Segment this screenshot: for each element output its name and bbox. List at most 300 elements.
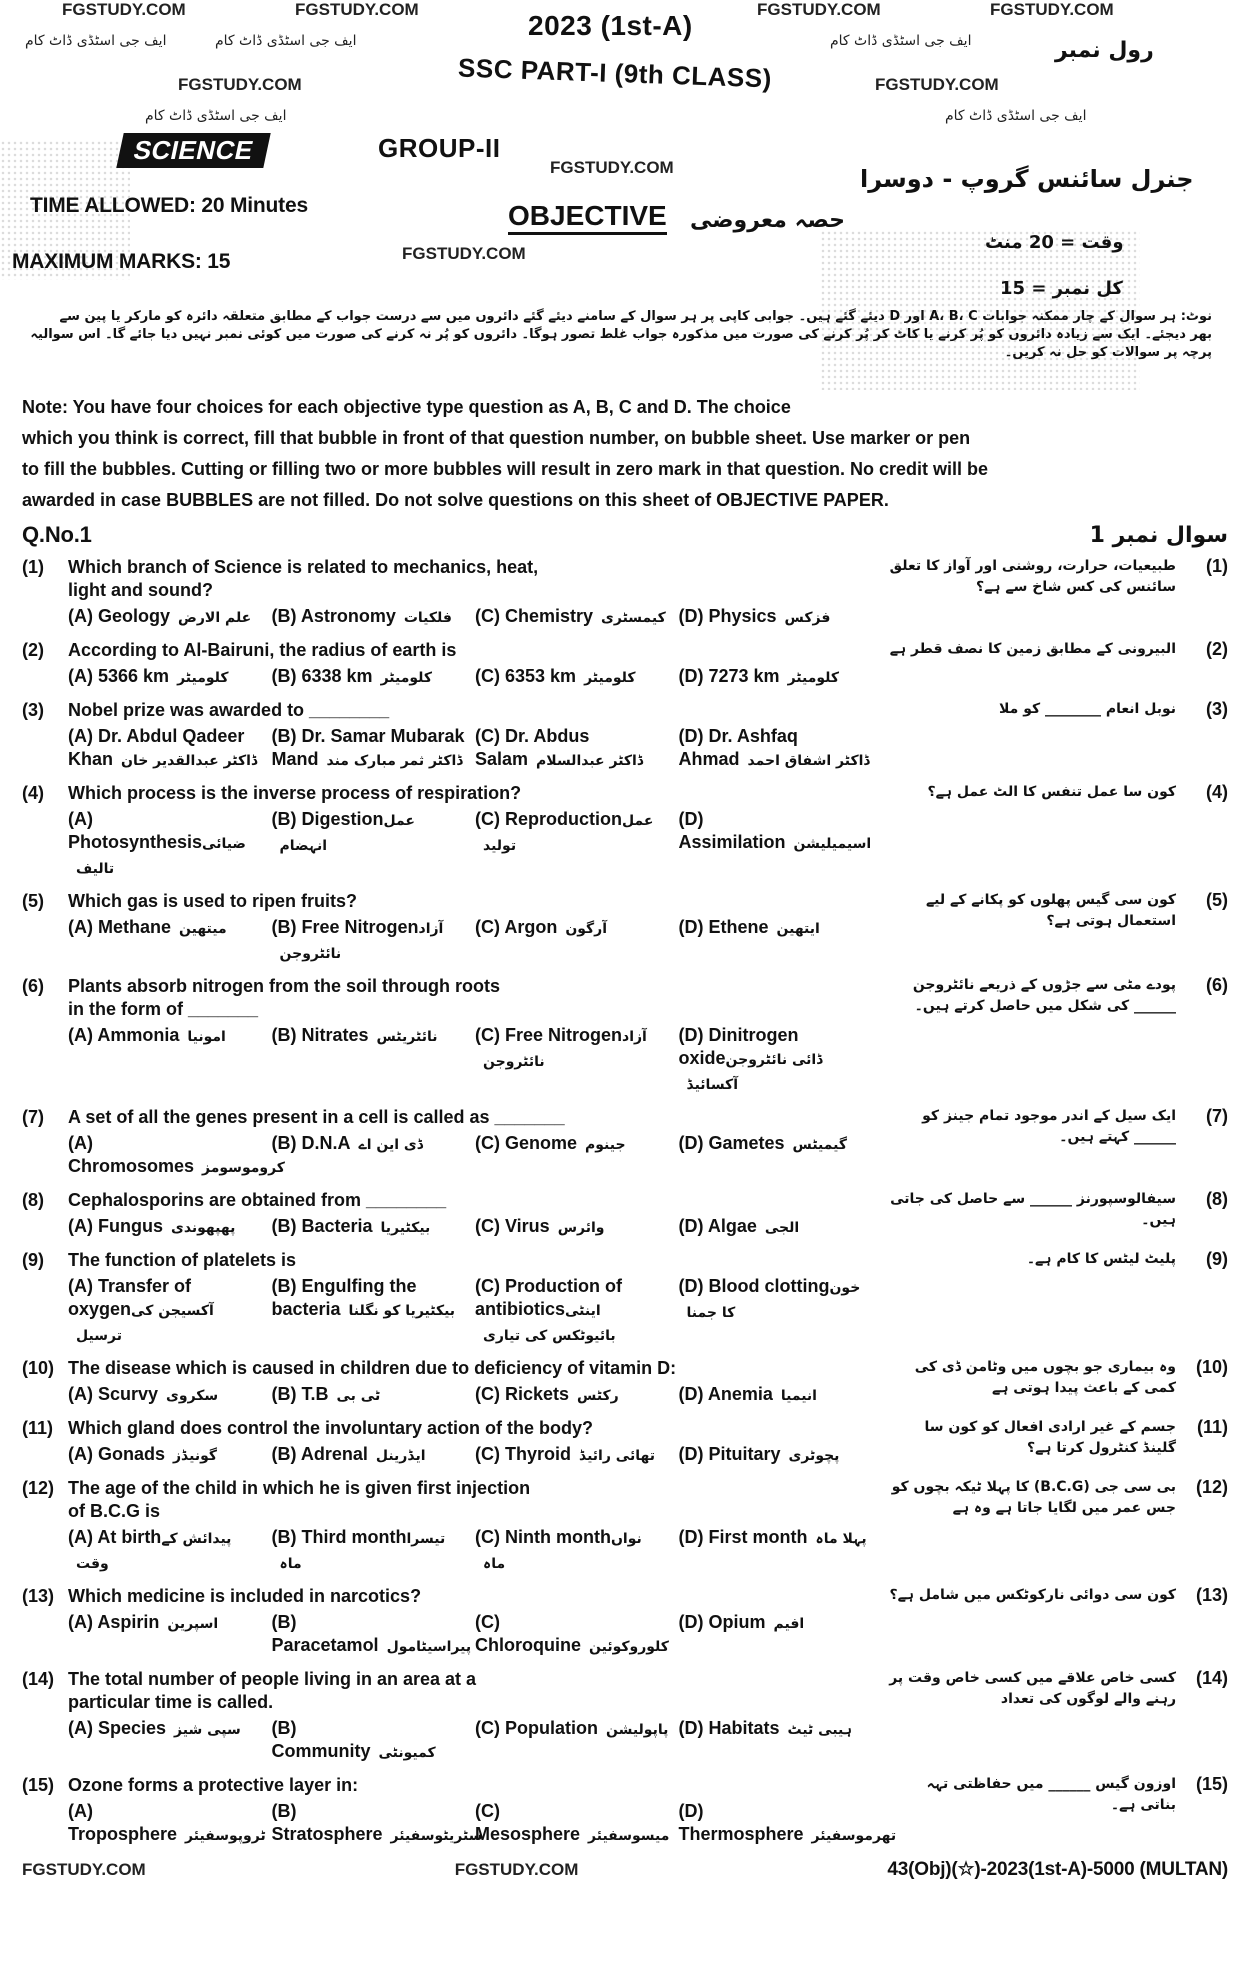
option-label-urdu: الجی [764, 1220, 800, 1236]
option-label-urdu: ڈاکٹر ثمر مبارک مند [326, 753, 463, 769]
urdu-instructions [22, 308, 1212, 362]
option-label: (B) Community [271, 1718, 371, 1761]
question-text: in the form of _______ [68, 999, 259, 1019]
option-label: (A) Dr. Abdul Qadeer Khan [68, 726, 245, 769]
group-title: GROUP-II [378, 133, 501, 163]
option-label-urdu: آکسیجن کی ترسیل [76, 1303, 214, 1344]
marks-urdu: کل نمبر = 15 [1000, 278, 1123, 299]
option-d [679, 1024, 873, 1097]
option-c [475, 1717, 669, 1765]
question-text: Which gland does control the involuntary action of the body? [68, 1418, 594, 1438]
option-label: (B) Free Nitrogen [271, 917, 419, 937]
option-label: (C) Free Nitrogen [475, 1025, 623, 1045]
question-number-urdu: (2) [1206, 639, 1228, 659]
option-label-urdu: آزاد نائٹروجن [279, 921, 444, 962]
option-label: (C) Reproduction [475, 809, 622, 829]
option-label: (A) Transfer of oxygen [68, 1276, 192, 1319]
question-urdu [888, 699, 1228, 773]
option-label-urdu: نائٹریٹس [376, 1029, 438, 1045]
option-b [271, 1800, 483, 1848]
question-english [22, 1774, 897, 1848]
option-label-urdu: خون کا جمنا [686, 1280, 861, 1321]
question [22, 1106, 1228, 1180]
subject-title: SCIENCE [116, 133, 271, 168]
option-label-urdu: سکروی [166, 1388, 219, 1404]
option-label-urdu: رکٹس [577, 1388, 619, 1404]
option-c [475, 725, 669, 773]
question-line [22, 1106, 872, 1129]
maximum-marks: MAXIMUM MARKS: 15 [12, 250, 231, 273]
question-indent [22, 1500, 68, 1523]
option-label-urdu: کلومیٹر [177, 670, 229, 686]
question-urdu [888, 1106, 1228, 1180]
question-text-urdu: پودے مٹی سے جڑوں کے ذریعے نائٹروجن ______ کی شکل میں حاصل کرتے ہیں۔ [912, 977, 1176, 1014]
question [22, 556, 1228, 630]
question-text-urdu: سیفالوسپورنز ______ سے حاصل کی جاتی ہیں۔ [890, 1191, 1176, 1228]
question-urdu [888, 1357, 1228, 1408]
watermark: FGSTUDY.COM [22, 1859, 146, 1879]
option-label: (A) Chromosomes [68, 1133, 195, 1176]
question [22, 639, 1228, 690]
option-label: (A) At birth [68, 1527, 162, 1547]
option-c [475, 1443, 669, 1468]
options [68, 1383, 872, 1408]
options [68, 1132, 872, 1180]
options [68, 916, 872, 966]
option-label: (D) Algae [678, 1216, 757, 1236]
option-label-urdu: میتھین [179, 921, 227, 937]
question-number: (6) [22, 976, 44, 996]
option-label-urdu: پیراسیٹامول [386, 1639, 472, 1655]
watermark-urdu: ایف جی اسٹڈی ڈاٹ کام [945, 108, 1087, 124]
question-urdu [888, 975, 1228, 1097]
option-label-urdu: کیمسٹری [601, 610, 666, 626]
question-english [22, 1585, 872, 1659]
option-d [679, 1611, 873, 1659]
option-label: (A) Species [68, 1718, 167, 1738]
option-label: (D) Dr. Ashfaq Ahmad [678, 726, 798, 769]
question [22, 1668, 1228, 1765]
option-label: (C) Population [475, 1718, 598, 1738]
option-label-urdu: پہلا ماہ [815, 1531, 867, 1547]
option-label: (B) Paracetamol [271, 1612, 379, 1655]
option-label: (D) Physics [678, 606, 777, 626]
option-c [475, 1024, 669, 1097]
option-label: (D) Pituitary [678, 1444, 781, 1464]
option-label: (A) Photosynthesis [68, 809, 203, 852]
option-d [679, 1275, 873, 1348]
option-label: (C) Argon [475, 917, 558, 937]
option-label: (C) 6353 km [475, 666, 577, 686]
question-english [22, 556, 872, 630]
question-number: (11) [22, 1418, 54, 1438]
option-label: (D) Opium [678, 1612, 766, 1632]
options [68, 1800, 897, 1848]
option-label-urdu: کلوروکوئین [589, 1639, 669, 1655]
option-c [475, 1383, 669, 1408]
question-number-urdu: (4) [1206, 782, 1228, 802]
option-label: (D) Assimilation [678, 809, 786, 852]
question-urdu [888, 1249, 1228, 1348]
option-a [68, 808, 262, 881]
question-number: (15) [22, 1775, 55, 1795]
watermark-urdu: ایف جی اسٹڈی ڈاٹ کام [145, 108, 287, 124]
question-line [22, 1417, 872, 1440]
option-label-urdu: ٹروپوسفیئر [185, 1828, 266, 1844]
note-line: to fill the bubbles. Cutting or filling two or more bubbles will result in zero mark in that question. No credit will be [22, 459, 989, 479]
option-d [679, 1215, 873, 1240]
question-text: of B.C.G is [68, 1501, 161, 1521]
option-label-urdu: بیکٹیریا کو نگلنا [348, 1303, 456, 1319]
question-text-urdu: کون سی دوائی نارکوٹکس میں شامل ہے؟ [889, 1587, 1176, 1603]
question-number-heading: Q.No.1 [22, 522, 92, 547]
question-number: (13) [22, 1586, 55, 1606]
option-label-urdu: ایڈرینل [375, 1448, 426, 1464]
question-line [22, 556, 872, 579]
options [68, 605, 872, 630]
urdu-instruction-tail: سوالات کو حل نہ کریں۔ [1004, 345, 1161, 360]
class-title: SSC PART-I (9th CLASS) [457, 52, 773, 94]
question [22, 1417, 1228, 1468]
option-label-urdu: پچوٹری [788, 1448, 840, 1464]
question-number-urdu: (11) [1196, 1417, 1228, 1437]
question-english [22, 699, 872, 773]
option-label: (D) First month [678, 1527, 808, 1547]
option-label-urdu: کلومیٹر [584, 670, 636, 686]
question-text-urdu: جسم کے غیر ارادی افعال کو کون سا گلینڈ کنٹرول کرتا ہے؟ [924, 1419, 1176, 1456]
question-number-urdu: (12) [1195, 1477, 1228, 1497]
option-label-urdu: گیمیٹس [792, 1137, 847, 1153]
options [68, 1024, 872, 1097]
option-a [68, 725, 262, 773]
option-label-urdu: تھائی رائیڈ [579, 1448, 655, 1464]
option-label-urdu: ڈائی نائٹروجن آکسائیڈ [686, 1052, 823, 1093]
question-text: light and sound? [68, 580, 213, 600]
option-b [272, 1132, 466, 1180]
question [22, 1477, 1228, 1576]
option-d [679, 916, 873, 966]
option-label: (C) Rickets [475, 1384, 570, 1404]
option-label: (B) D.N.A [271, 1133, 351, 1153]
question-number: (12) [22, 1478, 55, 1498]
option-c [475, 605, 669, 630]
option-label-urdu: بیکٹیریا [380, 1220, 431, 1236]
option-label-urdu: ڈی این اے [358, 1137, 423, 1153]
option-label: (A) Scurvy [68, 1384, 159, 1404]
subject-urdu: جنرل سائنس گروپ - دوسرا [860, 165, 1194, 193]
options [68, 665, 872, 690]
option-a [68, 1132, 285, 1180]
option-label: (A) Fungus [68, 1216, 163, 1236]
question-urdu [888, 1477, 1228, 1576]
watermark-urdu: ایف جی اسٹڈی ڈاٹ کام [25, 33, 167, 49]
option-a [68, 1024, 262, 1097]
watermark: FGSTUDY.COM [454, 1859, 579, 1879]
question [22, 1774, 1228, 1848]
option-label-urdu: ڈاکٹر عبدالسلام [536, 753, 644, 769]
option-label: (C) Genome [475, 1133, 578, 1153]
question-urdu [888, 1668, 1228, 1765]
option-b [272, 808, 466, 881]
question-line [22, 639, 872, 662]
option-b [271, 1611, 472, 1659]
question-text-urdu: کسی خاص علاقے میں کسی خاص وقت پر رہنے والے لوگوں کی تعداد [889, 1670, 1176, 1707]
option-b [272, 725, 466, 773]
question-english [22, 975, 872, 1097]
option-label: (D) Habitats [678, 1718, 780, 1738]
question-line [22, 1585, 872, 1608]
question-urdu [888, 890, 1228, 966]
option-label-urdu: کلومیٹر [380, 670, 433, 686]
question-line [22, 1477, 872, 1500]
option-label-urdu: فزکس [784, 610, 831, 626]
note-line: which you think is correct, fill that bubble in front of that question number, on bubble sheet. Use marker or pen [22, 428, 971, 448]
question-english [22, 639, 872, 690]
urdu-instruction-line: نوٹ: ہر سوال کے چار ممکنہ جوابات A، B، C اور D دیئے گئے ہیں۔ جوابی کاپی پر ہر سوال کے سامنے دیئے گئے دائروں میں سے درست جواب کے مطابق متعلقہ دائرہ کو مارکر یا پین سے [59, 309, 1212, 324]
option-label-urdu: اینٹی بائیوٹکس کی تیاری [483, 1303, 616, 1344]
option-c [475, 665, 669, 690]
option-b [272, 1383, 466, 1408]
question-number-urdu: (14) [1195, 1668, 1228, 1688]
question-number: (5) [22, 891, 44, 911]
option-label-urdu: کمیونٹی [378, 1745, 436, 1761]
watermark: FGSTUDY.COM [178, 75, 302, 94]
question-number: (7) [22, 1107, 44, 1127]
option-label: (D) Gametes [678, 1133, 785, 1153]
option-a [68, 605, 262, 630]
option-label: (D) Blood clotting [678, 1276, 830, 1296]
question [22, 1249, 1228, 1348]
option-label: (A) Geology [68, 606, 170, 626]
watermark-urdu: ایف جی اسٹڈی ڈاٹ کام [830, 33, 972, 49]
options [68, 1526, 872, 1576]
question-line [22, 699, 872, 722]
question-text: Which branch of Science is related to mechanics, heat, [68, 557, 539, 577]
question-text: Which gas is used to ripen fruits? [68, 891, 358, 911]
option-label: (B) 6338 km [271, 666, 373, 686]
option-label: (B) Third month [271, 1527, 407, 1547]
watermark: FGSTUDY.COM [875, 75, 999, 94]
option-label-urdu: ہیبی ٹیٹ [787, 1722, 852, 1738]
question-english [22, 1106, 872, 1180]
option-d [679, 1526, 873, 1576]
option-label-urdu: عمل انہضام [279, 813, 415, 854]
option-a [68, 665, 262, 690]
option-label-urdu: پھپھوندی [170, 1220, 236, 1236]
option-label: (D) Thermosphere [678, 1801, 804, 1844]
option-c [475, 1611, 669, 1659]
note-line: awarded in case BUBBLES are not filled. Do not solve questions on this sheet of OBJECTIVE PAPER. [22, 490, 889, 510]
option-label-urdu: سٹریٹوسفیئر [390, 1828, 483, 1844]
question-text: Plants absorb nitrogen from the soil through roots [68, 976, 501, 996]
urdu-instruction-line: بھر دیجئے۔ ایک سے زیادہ دائروں کو پُر کرنے یا کاٹ کر پُر کرنے کی صورت میں مذکورہ جواب غلط تصور ہوگا۔ دائروں کو پُر نہ کرنے کی صورت میں کوئی نمبر نہیں دیا جائے گا۔ اس سوالیہ پرچہ پر [30, 327, 1212, 360]
option-label: (B) Stratosphere [271, 1801, 383, 1844]
question-text-urdu: وہ بیماری جو بچوں میں وٹامن ڈی کی کمی کے باعث پیدا ہوتی ہے [914, 1359, 1176, 1396]
options [68, 1443, 872, 1468]
question-line [22, 998, 872, 1021]
option-label: (D) 7273 km [678, 666, 780, 686]
exam-year: 2023 (1st-A) [528, 10, 693, 41]
watermark-urdu: ایف جی اسٹڈی ڈاٹ کام [215, 33, 357, 49]
option-label: (C) Dr. Abdus Salam [475, 726, 590, 769]
question-text: Cephalosporins are obtained from ________ [68, 1190, 447, 1210]
option-label-urdu: نواں ماہ [483, 1531, 642, 1572]
option-d [679, 1443, 873, 1468]
question-line [22, 890, 872, 913]
option-d [679, 725, 873, 773]
options [68, 1717, 872, 1765]
question [22, 1585, 1228, 1659]
question-number-urdu: (5) [1206, 890, 1228, 910]
question-english [22, 1189, 872, 1240]
option-label: (B) Dr. Samar Mubarak Mand [271, 726, 465, 769]
question-heading-row [22, 522, 1228, 548]
option-c [475, 1275, 669, 1348]
option-c [475, 916, 669, 966]
question-text: Which medicine is included in narcotics? [68, 1586, 422, 1606]
option-label-urdu: گونیڈز [173, 1448, 218, 1464]
option-label: (C) Virus [475, 1216, 550, 1236]
question-number: (1) [22, 557, 44, 577]
option-d [679, 808, 873, 881]
option-label: (C) Chemistry [475, 606, 594, 626]
question-text: A set of all the genes present in a cell is called as _______ [68, 1107, 565, 1127]
option-label-urdu: تھرموسفیئر [811, 1828, 897, 1844]
option-d [679, 605, 873, 630]
question-english [22, 1668, 872, 1765]
option-label-urdu: پیدائش کے وقت [76, 1531, 232, 1572]
option-label: (C) Ninth month [475, 1527, 611, 1547]
paper-body [22, 392, 1228, 1881]
question-english [22, 1477, 872, 1576]
option-d [679, 1717, 873, 1765]
option-a [68, 1383, 262, 1408]
option-d [679, 1132, 873, 1180]
option-label-urdu: انیمیا [780, 1388, 817, 1404]
question-text-urdu: نوبل انعام ________ کو ملا [999, 701, 1176, 717]
question-english [22, 890, 872, 966]
option-label: (B) Bacteria [271, 1216, 373, 1236]
option-label-urdu: ضیائی تالیف [76, 836, 246, 877]
question-english [22, 1249, 872, 1348]
question-line [22, 1774, 872, 1797]
paper-code-footer: 43(Obj)(☆)-2023(1st-A)-5000 (MULTAN) [887, 1859, 1228, 1880]
time-allowed: TIME ALLOWED: 20 Minutes [30, 194, 308, 217]
time-urdu: وقت = 20 منٹ [985, 232, 1124, 253]
question-urdu [888, 1774, 1228, 1848]
option-label: (C) Production of antibiotics [475, 1276, 622, 1319]
option-label: (B) Digestion [271, 809, 384, 829]
question-line [22, 1357, 872, 1380]
option-a [68, 916, 262, 966]
option-b [272, 1717, 466, 1765]
watermark: FGSTUDY.COM [402, 244, 526, 263]
question-line [22, 1668, 872, 1691]
option-a [68, 1611, 262, 1659]
question-line [22, 782, 872, 805]
option-label-urdu: اسپرین [167, 1616, 219, 1632]
question-english [22, 1417, 872, 1468]
option-b [272, 665, 466, 690]
question-text-urdu: اوزون گیس ______ میں حفاظتی تہہ بناتی ہے۔ [926, 1776, 1176, 1813]
option-d [679, 1383, 873, 1408]
option-label-urdu: ایتھین [776, 921, 820, 937]
question-number: (2) [22, 640, 44, 660]
question-number: (14) [22, 1669, 55, 1689]
option-label: (A) Troposphere [68, 1801, 178, 1844]
option-label: (B) T.B [271, 1384, 329, 1404]
option-label-urdu: آرگون [565, 921, 608, 937]
question-text: The total number of people living in an area at a [68, 1669, 477, 1689]
option-a [68, 1215, 262, 1240]
question-number-urdu: (9) [1206, 1249, 1228, 1269]
option-a [68, 1443, 262, 1468]
question [22, 890, 1228, 966]
option-label-urdu: ڈاکٹر اشفاق احمد [747, 753, 870, 769]
question-number: (8) [22, 1190, 44, 1210]
option-label: (B) Astronomy [271, 606, 396, 626]
option-b [272, 1024, 466, 1097]
question-text: The disease which is caused in children due to deficiency of vitamin D: [68, 1358, 677, 1378]
question-urdu [888, 782, 1228, 881]
question-text: Ozone forms a protective layer in: [68, 1775, 359, 1795]
options [68, 1215, 872, 1240]
option-c [475, 1215, 669, 1240]
question-urdu [888, 1417, 1228, 1468]
question-number: (4) [22, 783, 44, 803]
question-number-urdu: (8) [1206, 1189, 1228, 1209]
option-label: (D) Dinitrogen oxide [678, 1025, 799, 1068]
option-label-urdu: جینوم [585, 1137, 626, 1153]
option-label: (C) Chloroquine [475, 1612, 581, 1655]
option-label: (A) Ammonia [68, 1025, 180, 1045]
option-label: (B) Nitrates [271, 1025, 369, 1045]
question-number-urdu: (10) [1195, 1357, 1228, 1377]
option-a [68, 1717, 262, 1765]
question-number: (10) [22, 1358, 55, 1378]
option-label-urdu: سپی شیز [174, 1722, 241, 1738]
watermark: FGSTUDY.COM [550, 158, 674, 177]
option-label-urdu: علم الارض [178, 610, 252, 626]
question-line [22, 1249, 872, 1272]
option-d [678, 1800, 897, 1848]
option-b [272, 916, 466, 966]
watermark: FGSTUDY.COM [757, 0, 881, 19]
option-label-urdu: ٹی بی [336, 1388, 381, 1404]
question-indent [22, 1691, 68, 1714]
option-label-urdu: آزاد نائٹروجن [483, 1029, 647, 1070]
option-label: (A) Methane [68, 917, 171, 937]
question-text: particular time is called. [68, 1692, 274, 1712]
question-line [22, 1189, 872, 1212]
watermark: FGSTUDY.COM [295, 0, 419, 19]
question-text-urdu: پلیٹ لیٹس کا کام ہے۔ [1026, 1251, 1176, 1267]
option-label-urdu: اسیمیلیشن [793, 836, 872, 852]
question-text-urdu: طبیعیات، حرارت، روشنی اور آواز کا تعلق سائنس کی کس شاخ سے ہے؟ [889, 558, 1176, 595]
option-label: (D) Anemia [678, 1384, 773, 1404]
footer-row [22, 1858, 1228, 1881]
question-indent [22, 998, 68, 1021]
note-line: Note: You have four choices for each objective type question as A, B, C and D. The choice [22, 397, 791, 417]
option-label: (A) 5366 km [68, 666, 170, 686]
option-b [272, 605, 466, 630]
question-text: According to Al-Bairuni, the radius of earth is [68, 640, 457, 660]
question-text: Which process is the inverse process of respiration? [68, 783, 522, 803]
option-label-urdu: کروموسومز [202, 1160, 285, 1176]
option-label-urdu: امونیا [187, 1029, 226, 1045]
question-urdu [888, 639, 1228, 690]
option-b [272, 1526, 466, 1576]
